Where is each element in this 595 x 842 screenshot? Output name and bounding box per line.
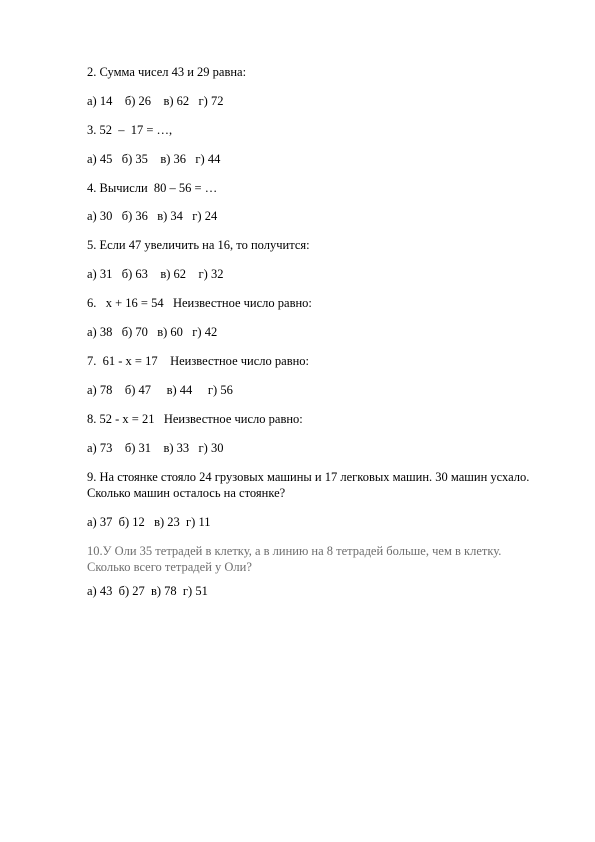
answers-6: а) 38 б) 70 в) 60 г) 42 (87, 325, 218, 339)
question-9: 9. На стоянке стояло 24 грузовых машины и 17 легковых машин. 30 машин усхало. Сколько машин осталось на стоянке? (87, 470, 530, 500)
question-5: 5. Если 47 увеличить на 16, то получится: (87, 238, 310, 252)
answers-3: а) 45 б) 35 в) 36 г) 44 (87, 152, 221, 166)
question-3: 3. 52 – 17 = …, (87, 123, 173, 137)
answers-8: а) 73 б) 31 в) 33 г) 30 (87, 441, 224, 455)
question-7: 7. 61 - x = 17 Неизвестное число равно: (87, 354, 310, 368)
answers-2: а) 14 б) 26 в) 62 г) 72 (87, 94, 224, 108)
question-2: 2. Сумма чисел 43 и 29 равна: (87, 65, 247, 79)
question-10: 10.У Оли 35 тетрадей в клетку, а в линию на 8 тетрадей больше, чем в клетку. Сколько всего тетрадей у Оли? (87, 544, 502, 574)
answers-10: а) 43 б) 27 в) 78 г) 51 (87, 584, 208, 598)
question-4: 4. Вычисли 80 – 56 = … (87, 181, 218, 195)
answers-5: а) 31 б) 63 в) 62 г) 32 (87, 267, 224, 281)
answers-7: а) 78 б) 47 в) 44 г) 56 (87, 383, 233, 397)
answers-4: а) 30 б) 36 в) 34 г) 24 (87, 209, 218, 223)
question-6: 6. x + 16 = 54 Неизвестное число равно: (87, 296, 312, 310)
answers-9: а) 37 б) 12 в) 23 г) 11 (87, 515, 211, 529)
question-8: 8. 52 - x = 21 Неизвестное число равно: (87, 412, 303, 426)
